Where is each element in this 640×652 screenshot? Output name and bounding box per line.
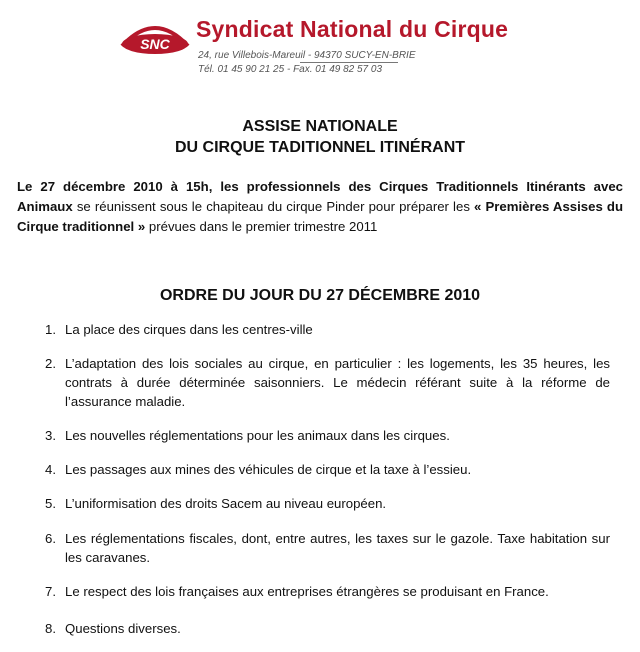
agenda-title: ORDRE DU JOUR DU 27 DÉCEMBRE 2010 (159, 287, 481, 304)
logo-text: SNC (140, 36, 170, 52)
organization-phone: Tél. 01 45 90 21 25 - Fax. 01 49 82 57 03 (198, 64, 383, 75)
agenda-item-number: 2. (45, 356, 56, 371)
agenda-item-number: 5. (45, 496, 56, 511)
organization-name: Syndicat National du Cirque (196, 16, 509, 42)
agenda-item-text: Les nouvelles réglementations pour les animaux dans les cirques. (65, 428, 450, 443)
address-underline (300, 62, 398, 63)
intro-text-end: prévues dans le premier trimestre 2011 (145, 219, 378, 234)
agenda-item-number: 7. (45, 584, 56, 599)
agenda-item-number: 1. (45, 322, 56, 337)
agenda-item-text: La place des cirques dans les centres-ville (65, 322, 313, 337)
intro-bold-event: « Premières Assises du Cirque traditionnel » (17, 199, 624, 234)
agenda-item-number: 3. (45, 428, 56, 443)
agenda-item-text: L’uniformisation des droits Sacem au niveau européen. (65, 496, 387, 511)
agenda-item-number: 6. (45, 531, 56, 546)
agenda-item-text: Les passages aux mines des véhicules de cirque et la taxe à l’essieu. (65, 462, 472, 477)
document-title-line-2: DU CIRQUE TADITIONNEL ITINÉRANT (174, 139, 466, 156)
agenda-item-number: 8. (45, 621, 56, 636)
letterhead (118, 6, 558, 84)
agenda-item-number: 4. (45, 462, 56, 477)
intro-bold-date: Le 27 décembre 2010 à 15h, les professionnels des Cirques Traditionnels Itinérants avec Animaux (17, 179, 623, 214)
agenda-item-text: Le respect des lois françaises aux entreprises étrangères se produisant en France. (65, 584, 549, 599)
agenda-item-text: L’adaptation des lois sociales au cirque, en particulier : les logements, les 35 heures, les contrats à durée déterminée saisonniers. Le médecin référant suite à la réforme de l’assurance maladie. (65, 356, 610, 409)
snc-logo-icon (118, 16, 192, 56)
intro-text: se réunissent sous le chapiteau du cirque Pinder pour préparer les (72, 199, 475, 214)
agenda-item-text: Les réglementations fiscales, dont, entre autres, les taxes sur le gazole. Taxe habitation sur les caravanes. (65, 531, 610, 565)
intro-paragraph (17, 177, 623, 237)
organization-address: 24, rue Villebois-Mareuil - 94370 SUCY-EN-BRIE (198, 50, 416, 61)
agenda-item-text: Questions diverses. (65, 621, 181, 636)
document-title-line-1: ASSISE NATIONALE (242, 118, 398, 135)
